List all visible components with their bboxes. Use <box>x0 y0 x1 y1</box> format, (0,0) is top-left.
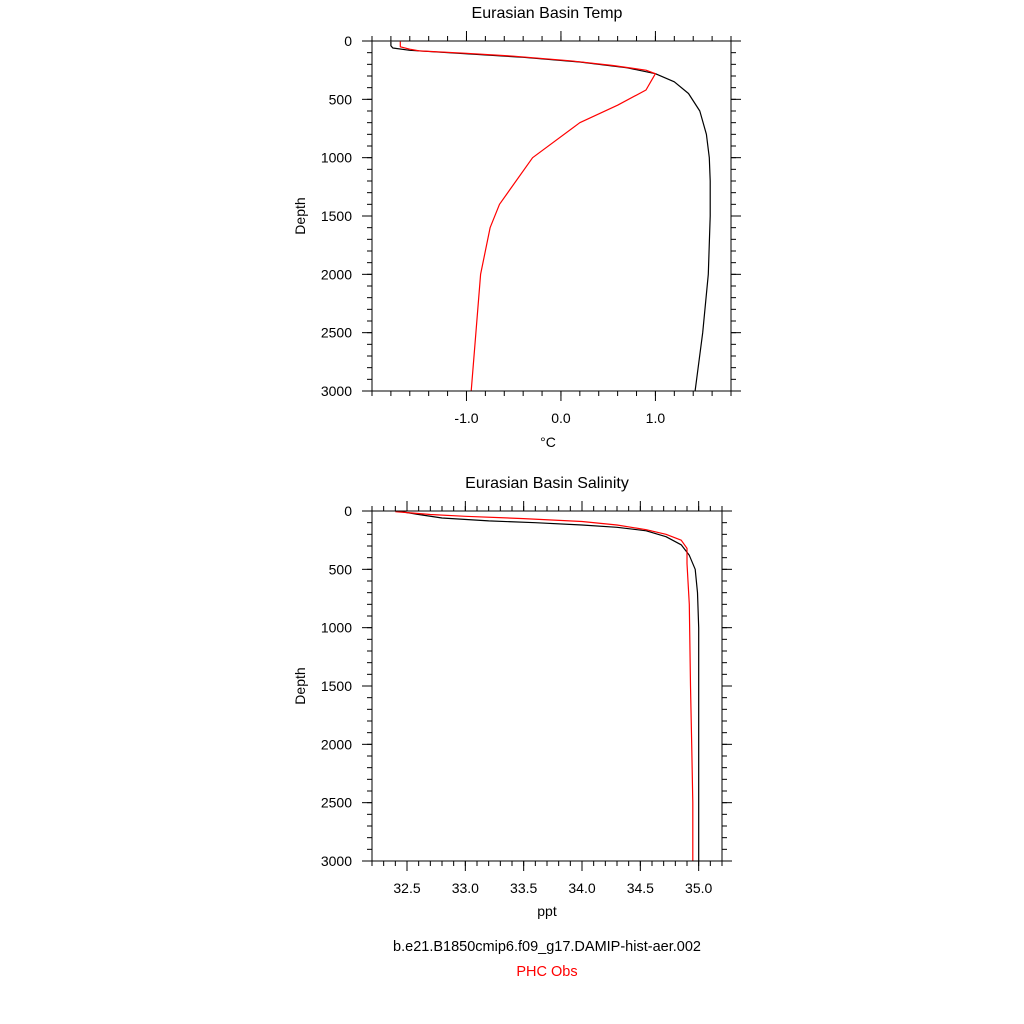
temperature-y-tick-label: 0 <box>344 33 352 49</box>
salinity-x-axis-label: ppt <box>537 903 557 919</box>
salinity-y-tick-label: 2000 <box>320 736 352 753</box>
salinity-plot-frame <box>372 511 722 861</box>
salinity-y-tick-label: 2500 <box>320 794 352 811</box>
salinity-x-tick-label: 35.0 <box>685 880 713 896</box>
temperature-y-tick-label: 500 <box>328 91 352 108</box>
temperature-y-tick-label: 3000 <box>320 383 352 399</box>
salinity-x-tick-label: 33.5 <box>510 880 538 896</box>
salinity-y-tick-label: 500 <box>328 561 352 578</box>
temperature-y-tick-label: 1500 <box>320 208 352 224</box>
temperature-x-axis-label: °C <box>540 434 556 450</box>
salinity-model-line <box>401 512 699 861</box>
salinity-y-tick-label: 3000 <box>320 853 352 869</box>
salinity-series <box>395 512 698 861</box>
temperature-y-tick-label: 2000 <box>320 266 352 283</box>
temperature-ticks <box>321 31 741 426</box>
salinity-y-tick-label: 0 <box>344 503 352 519</box>
temperature-x-tick-label: 1.0 <box>645 410 666 426</box>
salinity-ticks <box>321 501 732 896</box>
salinity-y-axis-label: Depth <box>292 667 308 705</box>
temperature-x-tick-label: 0.0 <box>551 410 571 426</box>
temperature-y-tick-label: 1000 <box>320 149 352 166</box>
temperature-y-axis-label: Depth <box>292 197 308 235</box>
temperature-x-tick-label: -1.0 <box>454 410 479 426</box>
salinity-y-tick-label: 1000 <box>320 619 352 636</box>
salinity-panel <box>292 475 732 919</box>
temperature-plot-frame <box>372 41 731 391</box>
salinity-obs-line <box>395 512 693 861</box>
legend-model-case: b.e21.B1850cmip6.f09_g17.DAMIP-hist-aer.002 <box>393 939 701 955</box>
salinity-chart-title: Eurasian Basin Salinity <box>465 475 629 492</box>
salinity-x-tick-label: 32.5 <box>393 880 421 896</box>
temperature-model-line <box>391 42 710 391</box>
temperature-y-tick-label: 2500 <box>320 324 352 341</box>
salinity-x-tick-label: 34.0 <box>568 880 596 896</box>
salinity-x-tick-label: 33.0 <box>451 880 479 896</box>
temperature-panel <box>292 5 741 450</box>
temperature-series <box>391 42 710 391</box>
salinity-x-tick-label: 34.5 <box>626 880 654 896</box>
salinity-y-tick-label: 1500 <box>320 678 352 694</box>
legend-obs: PHC Obs <box>516 964 578 980</box>
temperature-chart-title: Eurasian Basin Temp <box>471 5 623 22</box>
temperature-obs-line <box>400 42 655 391</box>
